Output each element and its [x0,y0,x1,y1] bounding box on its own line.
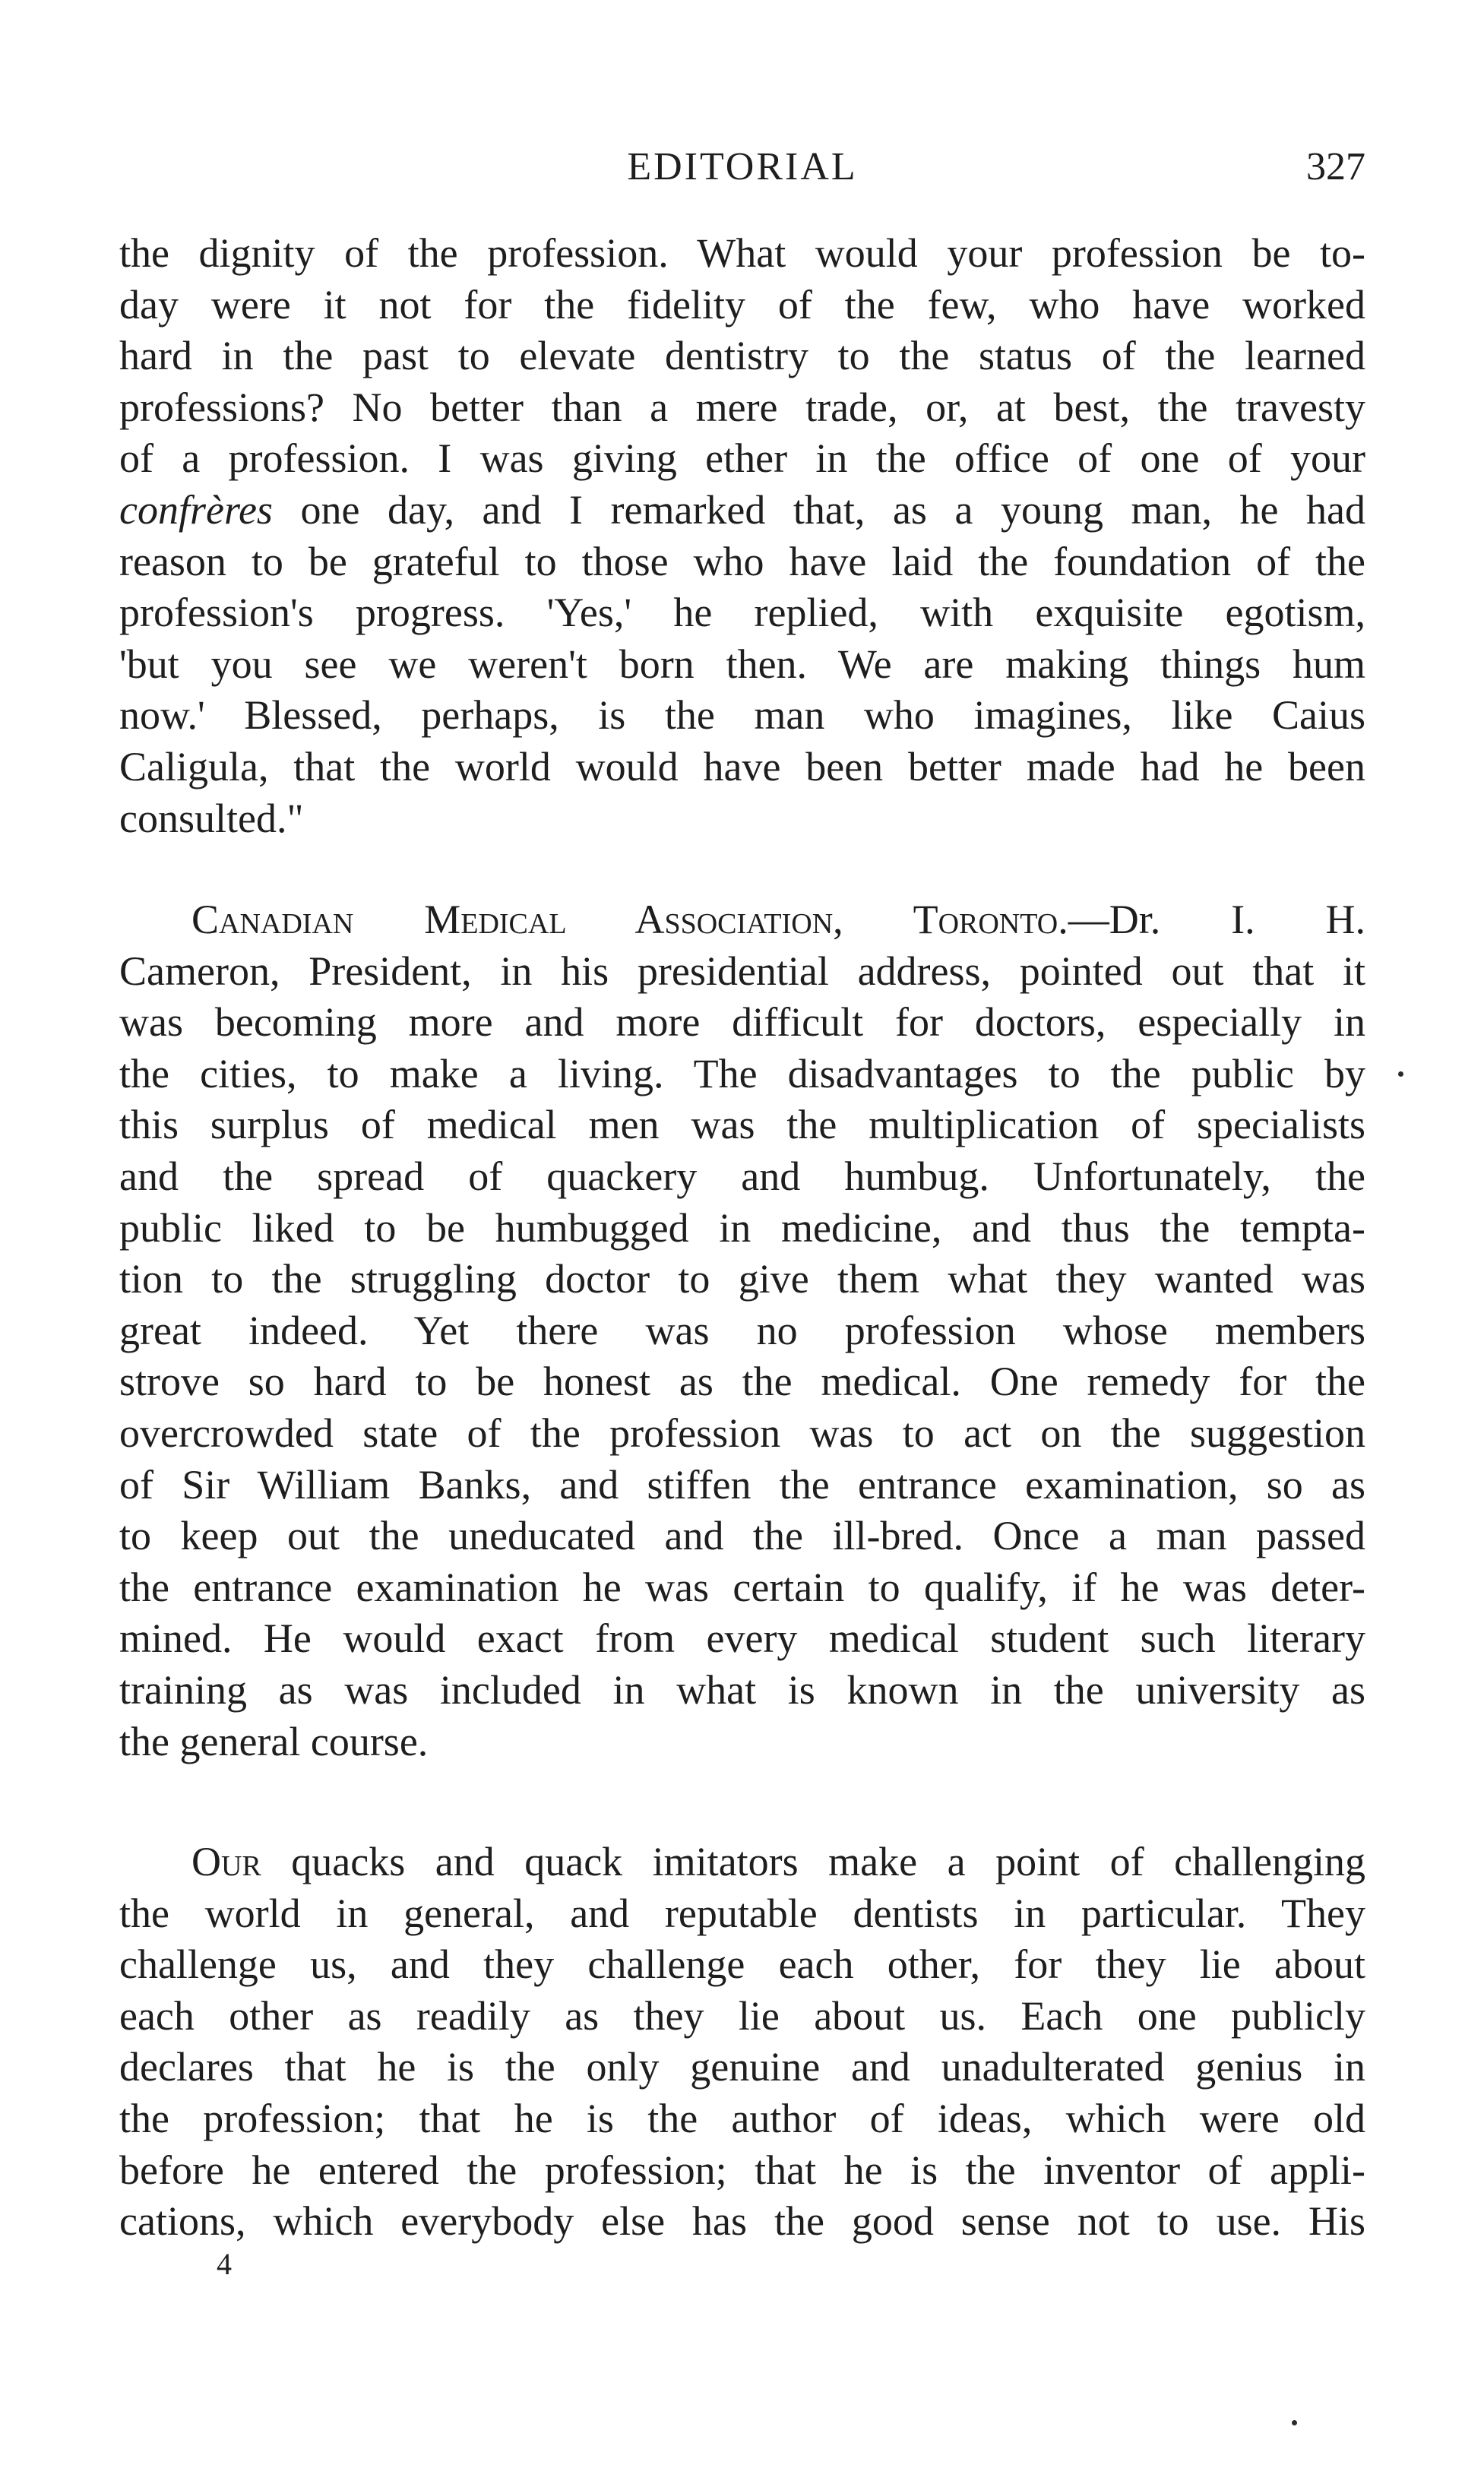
text-line: cations, which everybody else has the good sense not to use. His [119,2198,1365,2245]
text-fragment: one day, and I remarked that, as a young man, he had [272,486,1365,533]
text-line: public liked to be humbugged in medicine, and thus the tempta- [119,1204,1365,1251]
margin-speck [1292,2420,1297,2425]
paragraph-canadian-medical-association [119,894,1365,1767]
text-line: great indeed. Yet there was no profession whose members [119,1307,1365,1353]
running-head [119,141,1365,194]
text-line: was becoming more and more difficult for doctors, especially in [119,999,1365,1046]
text-line: profession's progress. 'Yes,' he replied, with exquisite egotism, [119,590,1365,636]
running-title: EDITORIAL [627,145,858,188]
paragraph-quacks [119,1837,1365,2248]
text-line: tion to the struggling doctor to give them what they wanted was [119,1256,1365,1302]
margin-speck [1398,1071,1403,1077]
text-line: this surplus of medical men was the multiplication of specialists [119,1102,1365,1148]
opening-word: Our [191,1839,261,1884]
text-line [119,1837,1365,1888]
text-fragment: quacks and quack imitators make a point of challenging [261,1839,1365,1884]
text-line [119,485,1365,536]
text-line: reason to be grateful to those who have laid the foundation of the [119,538,1365,584]
text-line: of Sir William Banks, and stiffen the entrance examination, so as [119,1461,1365,1508]
text-line: the cities, to make a living. The disadvantages to the public by [119,1050,1365,1096]
section-heading: Canadian Medical Association, Toronto. [191,897,1068,942]
signature-mark: 4 [217,2247,232,2281]
text-line: Cameron, President, in his presidential address, pointed out that it [119,948,1365,994]
text-line: mined. He would exact from every medical student such literary [119,1615,1365,1662]
text-line: Caligula, that the world would have been better made had he been [119,743,1365,789]
text-line: the entrance examination he was certain to qualify, if he was deter- [119,1564,1365,1610]
page-number: 327 [1306,145,1365,188]
text-line: 'but you see we weren't born then. We are making things hum [119,641,1365,687]
text-fragment: —Dr. I. H. [1068,897,1365,942]
text-line: professions? No better than a mere trade, or, at best, the travesty [119,384,1365,430]
text-line: declares that he is the only genuine and unadulterated genius in [119,2044,1365,2090]
text-line: now.' Blessed, perhaps, is the man who imagines, like Caius [119,692,1365,739]
text-line: of a profession. I was giving ether in the office of one of your [119,435,1365,482]
text-line: strove so hard to be honest as the medical. One remedy for the [119,1359,1365,1405]
text-line: training as was included in what is known in the university as [119,1666,1365,1713]
text-line: day were it not for the fidelity of the few, who have worked [119,281,1365,327]
text-line: before he entered the profession; that he is the inventor of appli- [119,2147,1365,2193]
text-line: consulted." [119,795,304,841]
italic-word: confrères [119,486,273,533]
text-line: the world in general, and reputable dentists in particular. They [119,1890,1365,1936]
text-line: the dignity of the profession. What would your profession be to- [119,230,1365,276]
text-line: the general course. [119,1718,429,1764]
text-line: the profession; that he is the author of ideas, which were old [119,2095,1365,2141]
text-line: each other as readily as they lie about us. Each one publicly [119,1992,1365,2039]
text-line: and the spread of quackery and humbug. Unfortunately, the [119,1153,1365,1199]
text-line: hard in the past to elevate dentistry to the status of the learned [119,333,1365,379]
paragraph-continuation [119,228,1365,844]
text-line: overcrowded state of the profession was to act on the suggestion [119,1410,1365,1456]
text-line: to keep out the uneducated and the ill-bred. Once a man passed [119,1513,1365,1559]
text-line [119,894,1365,946]
text-line: challenge us, and they challenge each other, for they lie about [119,1941,1365,1988]
